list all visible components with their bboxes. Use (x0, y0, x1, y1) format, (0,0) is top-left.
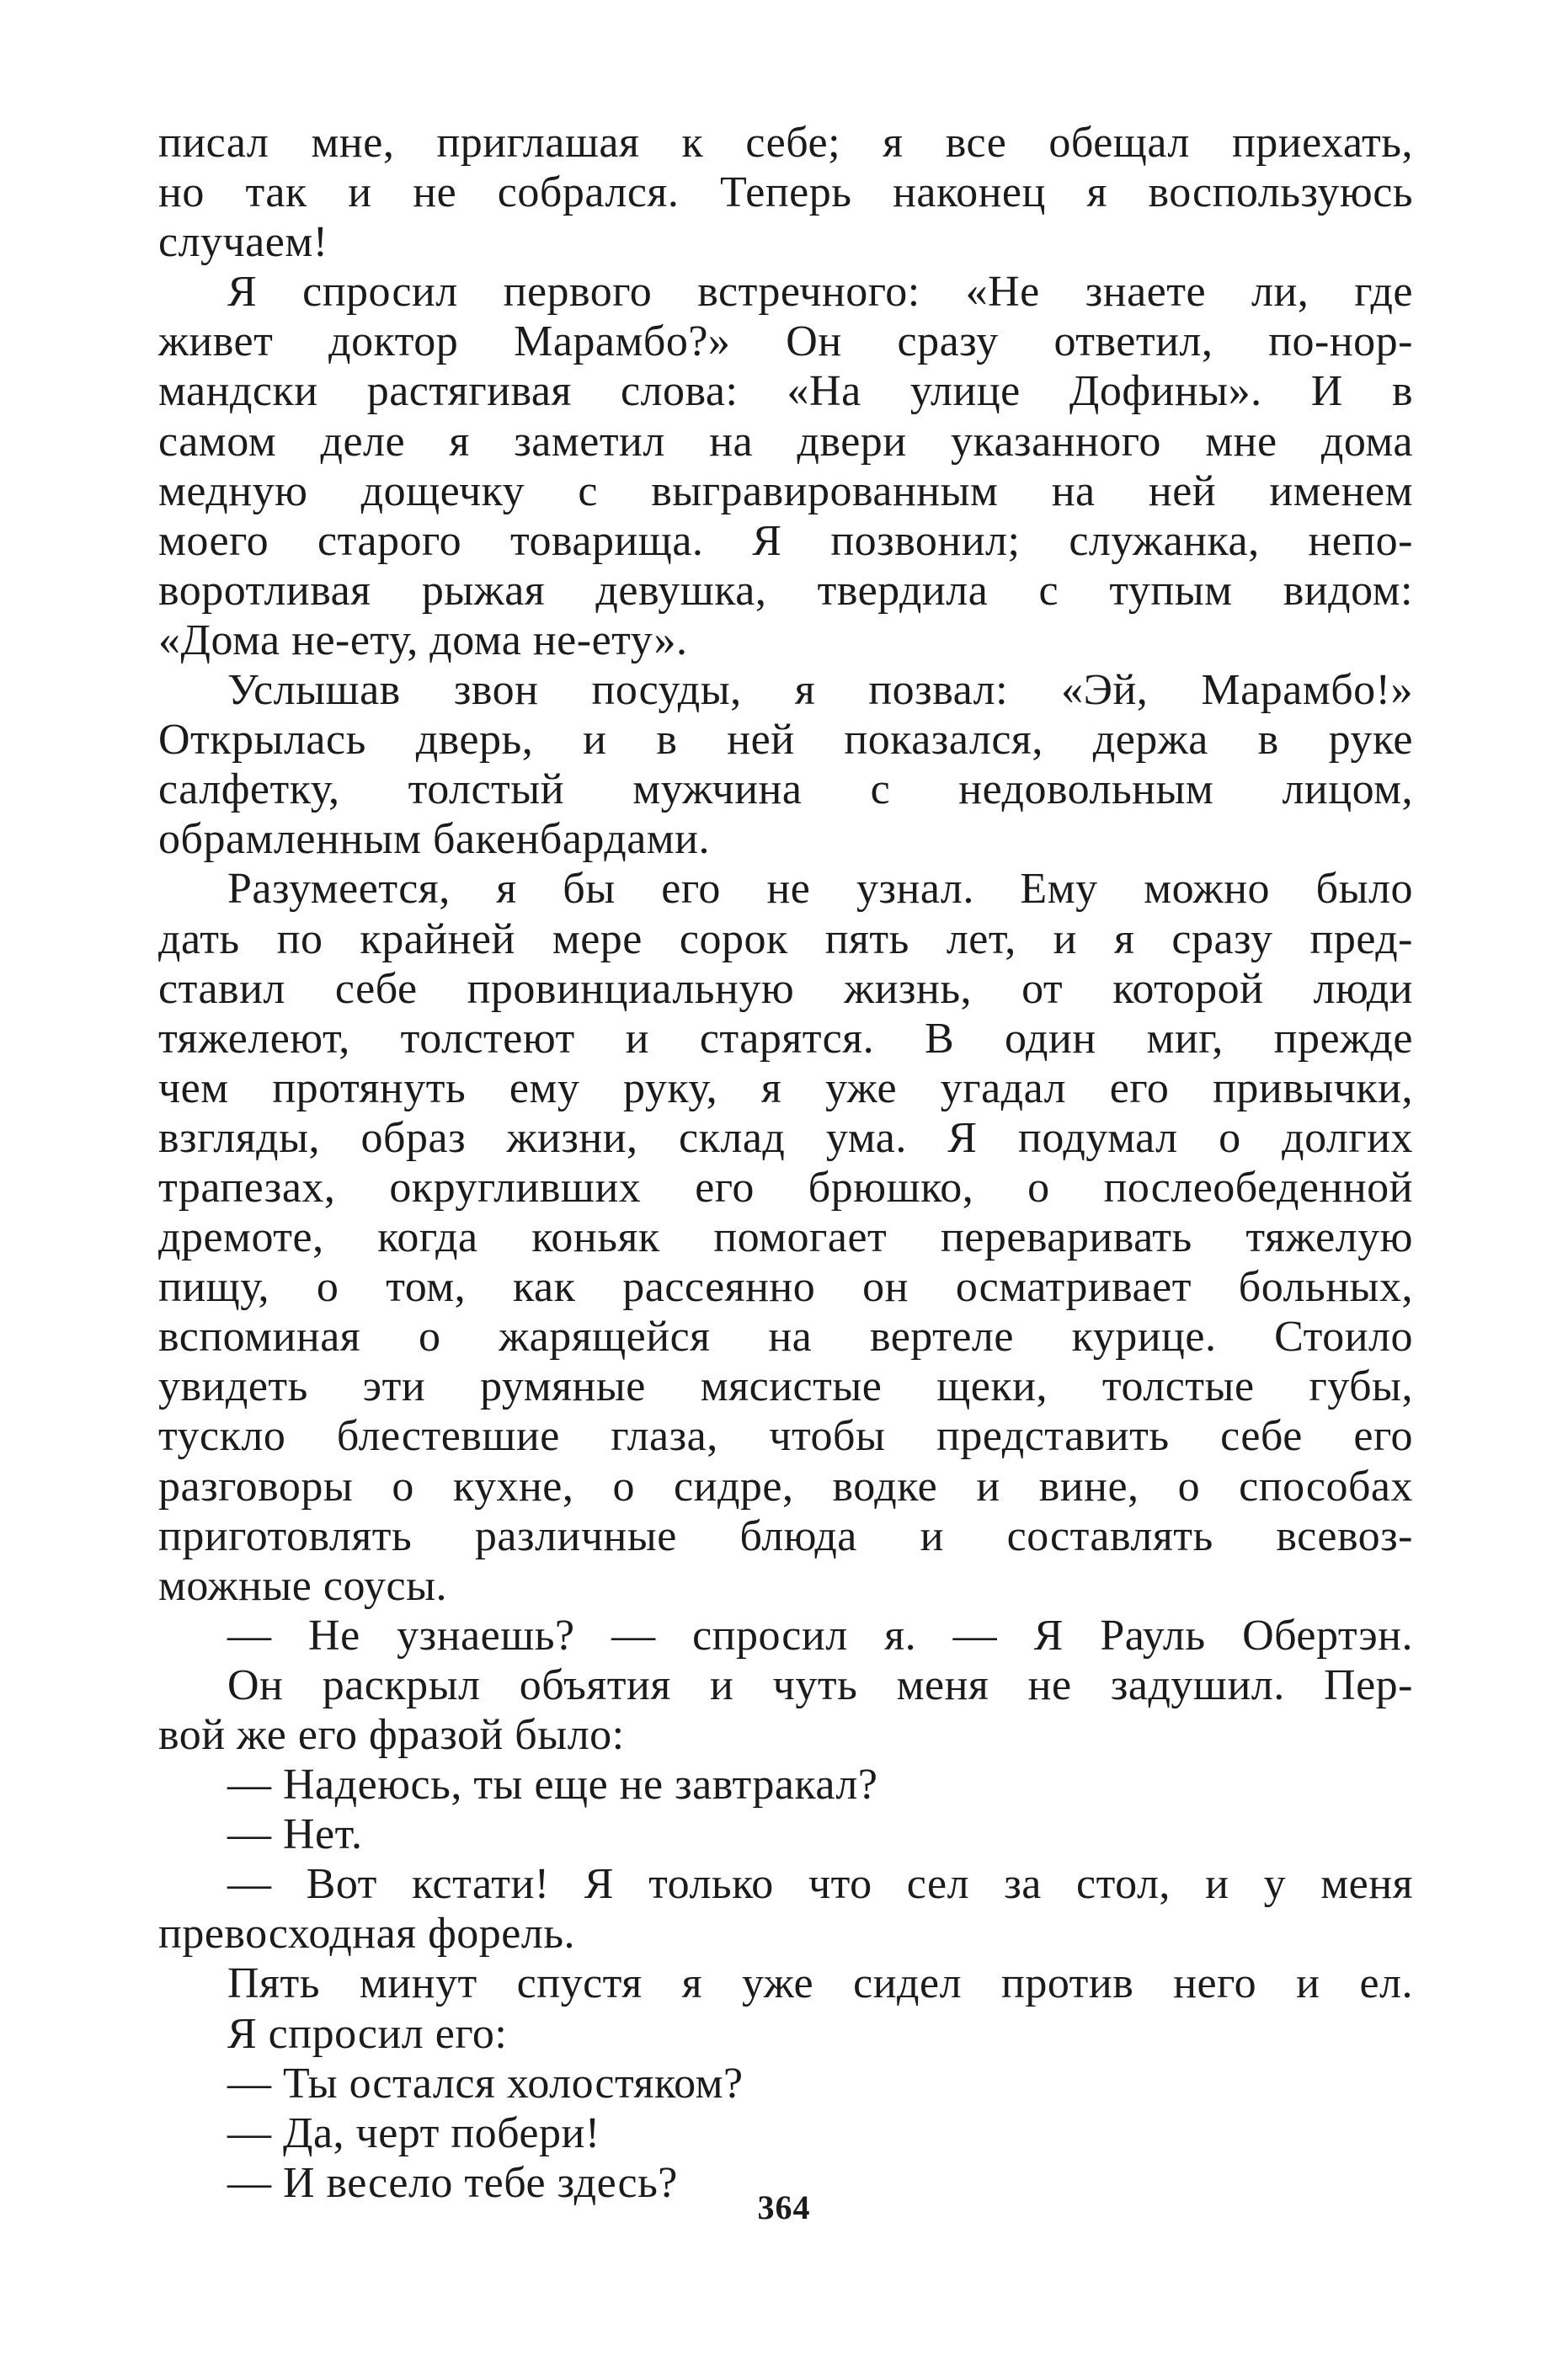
text-line: превосходная форель. (158, 1910, 576, 1959)
text-line: «Дома не-ету, дома не-ету». (158, 616, 688, 664)
text-line: разговоры о кухне, о сидре, водке и вине, о способах (158, 1462, 1413, 1511)
text-line: — Нет. (227, 1810, 363, 1859)
page-number: 364 (757, 2188, 811, 2226)
text-line: воротливая рыжая девушка, твердила с тупым видом: (158, 566, 1413, 615)
text-line: вой же его фразой было: (158, 1711, 625, 1759)
text-line: чем протянуть ему руку, я уже угадал его привычки, (158, 1063, 1413, 1112)
text-line: салфетку, толстый мужчина с недовольным лицом, (158, 765, 1413, 814)
text-line: приготовлять различные блюда и составлять всевоз- (158, 1511, 1413, 1560)
text-line: дать по крайней мере сорок пять лет, и я сразу пред- (158, 914, 1413, 963)
text-line: моего старого товарища. Я позвонил; служанка, непо- (158, 516, 1413, 565)
text-line: Услышав звон посуды, я позвал: «Эй, Марамбо!» (227, 666, 1413, 715)
text-line: — Не узнаешь? — спросил я. — Я Рауль Обертэн. (227, 1611, 1413, 1660)
text-line: случаем! (158, 218, 328, 267)
text-column (158, 118, 1413, 2208)
text-line: писал мне, приглашая к себе; я все обещал приехать, (158, 119, 1413, 167)
text-line: медную дощечку с выгравированным на ней именем (158, 466, 1413, 515)
text-line: можные соусы. (158, 1561, 448, 1610)
text-line: — Ты остался холостяком? (227, 2059, 744, 2108)
text-line: Я спросил его: (227, 2009, 508, 2058)
text-line: обрамленным бакенбардами. (158, 815, 711, 864)
text-line: пищу, о том, как рассеянно он осматривает больных, (158, 1263, 1413, 1312)
text-line: ставил себе провинциальную жизнь, от которой люди (158, 964, 1413, 1013)
text-line: живет доктор Марамбо?» Он сразу ответил, по-нор- (158, 317, 1413, 366)
text-line: Пять минут спустя я уже сидел против него и ел. (227, 1959, 1413, 2008)
text-line: — Да, черт побери! (227, 2108, 600, 2157)
text-line: Открылась дверь, и в ней показался, держа в руке (158, 716, 1413, 765)
text-line: но так и не собрался. Теперь наконец я воспользуюсь (158, 168, 1413, 217)
text-line: самом деле я заметил на двери указанного мне дома (158, 417, 1413, 466)
text-line: — Надеюсь, ты еще не завтракал? (227, 1761, 878, 1810)
text-line: — Вот кстати! Я только что сел за стол, и у меня (227, 1860, 1413, 1909)
text-line: тускло блестевшие глаза, чтобы представить себе его (158, 1412, 1413, 1461)
text-line: Я спросил первого встречного: «Не знаете ли, где (227, 268, 1413, 317)
text-line: увидеть эти румяные мясистые щеки, толстые губы, (158, 1362, 1413, 1411)
text-line: вспоминая о жарящейся на вертеле курице. Стоило (158, 1313, 1413, 1362)
text-line: мандски растягивая слова: «На улице Дофины». И в (158, 367, 1413, 416)
text-line: взгляды, образ жизни, склад ума. Я подумал о долгих (158, 1113, 1413, 1162)
text-line: Он раскрыл объятия и чуть меня не задушил. Пер- (227, 1660, 1413, 1709)
text-line: трапезах, округливших его брюшко, о послеобеденной (158, 1163, 1413, 1212)
text-line: — И весело тебе здесь? (227, 2158, 678, 2207)
text-line: дремоте, когда коньяк помогает переваривать тяжелую (158, 1213, 1413, 1262)
text-line: тяжелеют, толстеют и старятся. В один миг, прежде (158, 1014, 1413, 1063)
text-line: Разумеется, я бы его не узнал. Ему можно было (227, 865, 1413, 914)
